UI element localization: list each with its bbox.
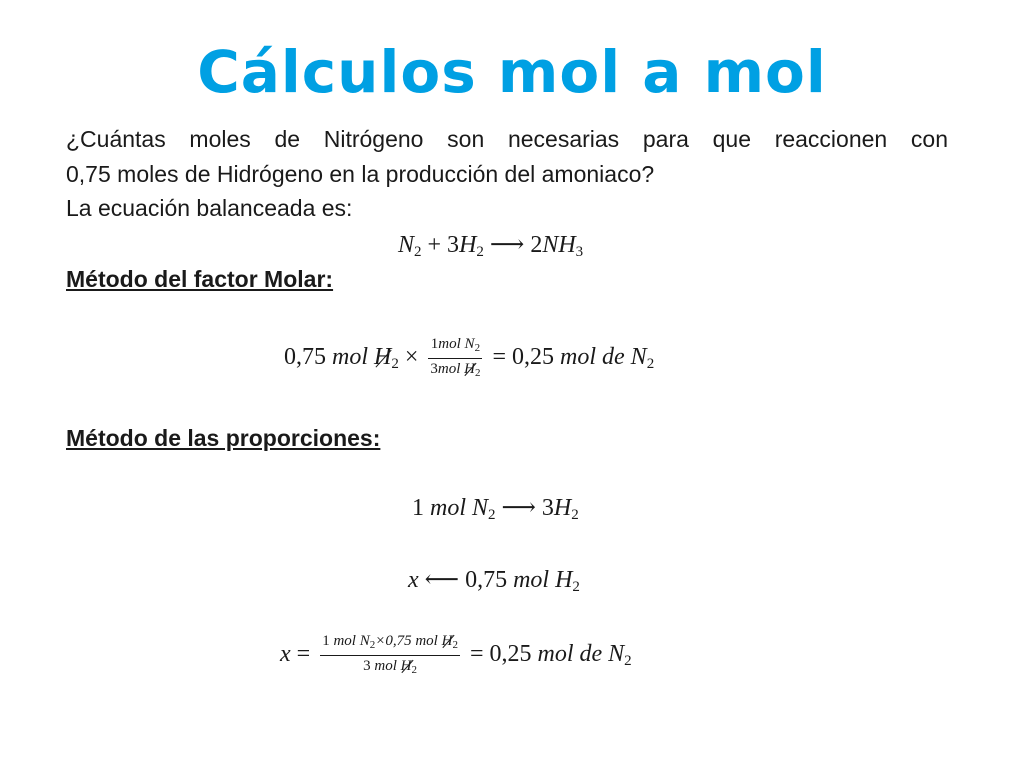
proportion-fraction: $\frac{1 mol N_2\times 0,75 mol H_2}{3 mol H_2}$: [322, 633, 458, 676]
section-molar-factor: Método del factor Molar:: [66, 266, 334, 292]
slide-title: Cálculos mol a mol: [197, 38, 827, 106]
proportion-line-1: 1 mol $N_2$ ⟶ $3H_2$: [412, 495, 579, 523]
proportion-line-2: x ⟵ 0,75 mol $H_2$: [408, 567, 580, 595]
cancelled-h2: H: [374, 344, 392, 371]
question-line-1: ¿Cuántas moles de Nitrógeno son necesarias para que reaccionen con: [66, 126, 948, 152]
molar-factor-equation: 0,75 mol $H_2$ × $\frac{1mol N_2}{3mol H_2}$ = 0,25 mol de $N_2$: [284, 335, 654, 382]
balanced-equation-label: La ecuación balanceada es:: [66, 195, 353, 221]
conversion-fraction: $\frac{1mol N_2}{3mol H_2}$: [430, 336, 481, 379]
balanced-equation: $N_2 + 3H_2$ ⟶ $2NH_3$: [398, 232, 584, 260]
section-proportions: Método de las proporciones:: [66, 425, 381, 451]
question-text: [66, 122, 948, 192]
proportion-solution: x = $\frac{1 mol N_2\times 0,75 mol H_2}{3 mol H_2}$ = 0,25 mol de $N_2$: [280, 632, 632, 679]
question-line-2: 0,75 moles de Hidrógeno en la producción del amoniaco?: [66, 161, 655, 187]
